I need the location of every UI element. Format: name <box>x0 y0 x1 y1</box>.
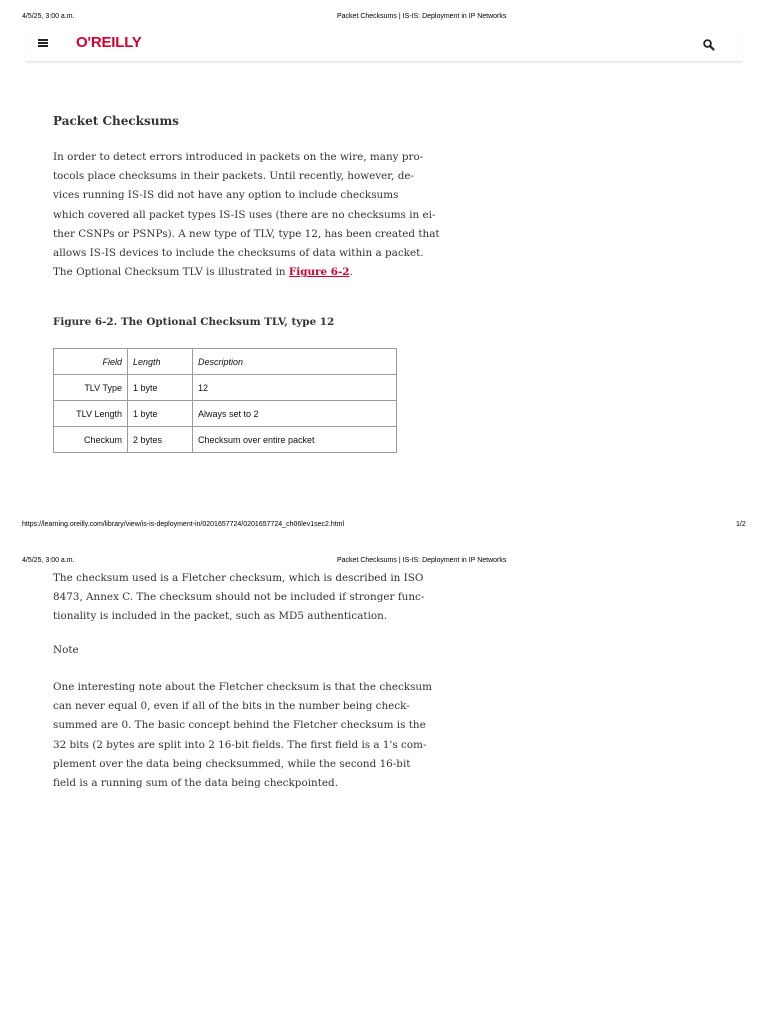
paragraph-line: 8473, Annex C. The checksum should not be included if stronger func- <box>53 591 425 604</box>
table-header-cell: Description <box>193 349 397 375</box>
print-header-title: Packet Checksums | IS-IS: Deployment in IP Networks <box>337 557 507 564</box>
figure-caption: Figure 6-2. The Optional Checksum TLV, type 12 <box>53 316 335 328</box>
paragraph-line: summed are 0. The basic concept behind the Fletcher checksum is the <box>53 719 426 732</box>
table-cell: Always set to 2 <box>193 401 397 427</box>
hamburger-menu-icon[interactable] <box>38 39 48 47</box>
table-cell: 1 byte <box>128 401 193 427</box>
oreilly-logo[interactable]: O'REILLY <box>76 34 142 51</box>
paragraph-line <box>53 263 433 282</box>
table-cell: 1 byte <box>128 375 193 401</box>
table-cell: Checkum <box>54 427 128 453</box>
table-cell: Checksum over entire packet <box>193 427 397 453</box>
intro-paragraph <box>53 148 440 282</box>
table-cell: 2 bytes <box>128 427 193 453</box>
figure-6-2-link[interactable]: Figure 6-2 <box>288 266 350 279</box>
paragraph-line: vices running IS-IS did not have any option to include checksums <box>53 189 399 202</box>
paragraph-line: which covered all packet types IS-IS uses (there are no checksums in ei- <box>53 208 436 221</box>
paragraph-text: . <box>349 266 353 279</box>
top-navigation-bar <box>26 27 742 62</box>
paragraph-line: field is a running sum of the data being checkpointed. <box>53 777 338 790</box>
paragraph-line: can never equal 0, even if all of the bits in the number being check- <box>53 700 410 713</box>
table-cell: TLV Length <box>54 401 128 427</box>
paragraph-text: The Optional Checksum TLV is illustrated in <box>53 266 289 279</box>
print-header-datetime: 4/5/25, 3:00 a.m. <box>22 557 75 564</box>
paragraph-line: One interesting note about the Fletcher checksum is that the checksum <box>53 681 432 693</box>
paragraph-line: ther CSNPs or PSNPs). A new type of TLV, type 12, has been created that <box>53 227 440 240</box>
paragraph-line: tocols place checksums in their packets. Until recently, however, de- <box>53 170 415 183</box>
table-header-cell: Length <box>128 349 193 375</box>
search-icon[interactable] <box>702 37 716 51</box>
note-label: Note <box>53 644 79 656</box>
paragraph-line: allows IS-IS devices to include the checksums of data within a packet. <box>53 247 424 260</box>
paragraph-line: In order to detect errors introduced in packets on the wire, many pro- <box>53 151 424 163</box>
fletcher-paragraph <box>53 569 433 627</box>
paragraph-line: 32 bits (2 bytes are split into 2 16-bit fields. The first field is a 1's com- <box>53 738 427 751</box>
table-header-cell: Field <box>54 349 128 375</box>
table-row <box>54 401 397 427</box>
table-cell: 12 <box>193 375 397 401</box>
paragraph-line: plement over the data being checksummed, while the second 16-bit <box>53 757 411 770</box>
print-footer-page-number: 1/2 <box>736 521 746 528</box>
table-cell: TLV Type <box>54 375 128 401</box>
paragraph-line: tionality is included in the packet, such as MD5 authentication. <box>53 610 388 623</box>
section-title: Packet Checksums <box>53 114 179 128</box>
optional-checksum-tlv-table <box>53 348 397 453</box>
table-row <box>54 375 397 401</box>
print-header-title: Packet Checksums | IS-IS: Deployment in IP Networks <box>337 13 507 20</box>
print-footer-url: https://learning.oreilly.com/library/view/is-is-deployment-in/0201657724/0201657724_ch06lev1sec2.html <box>22 521 345 528</box>
paragraph-line: The checksum used is a Fletcher checksum, which is described in ISO <box>53 572 424 584</box>
table-row <box>54 427 397 453</box>
table-header-row <box>54 349 397 375</box>
print-header-datetime: 4/5/25, 3:00 a.m. <box>22 13 75 20</box>
note-paragraph <box>53 678 433 793</box>
